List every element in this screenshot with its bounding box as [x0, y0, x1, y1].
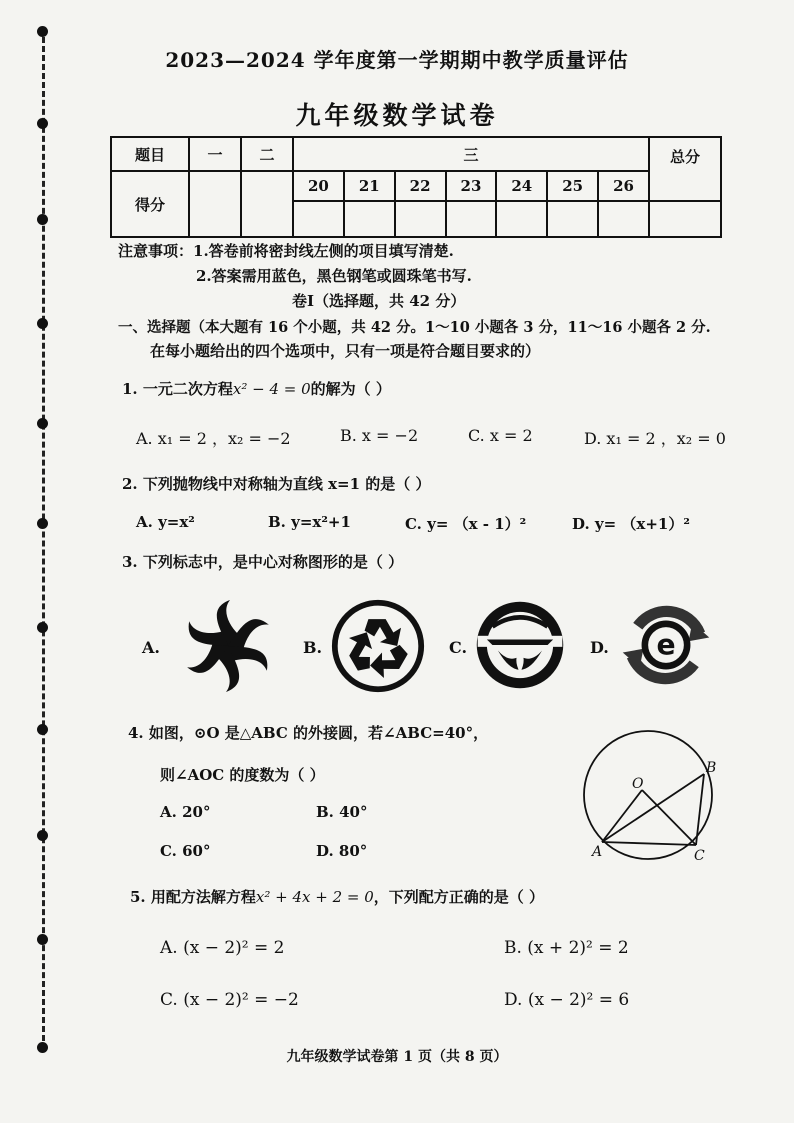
- q1-option-a[interactable]: A. x₁ = 2 ，x₂ = −2: [136, 429, 291, 448]
- q5-option-c[interactable]: C. (x − 2)² = −2: [160, 990, 299, 1010]
- label-c: C: [694, 848, 705, 864]
- q3-option-b[interactable]: B.: [303, 638, 323, 657]
- question-3-stem: 3. 下列标志中，是中心对称图形的是（ ）: [122, 553, 404, 571]
- score-header-cell: 三: [293, 137, 649, 171]
- q3-option-c[interactable]: C.: [449, 638, 468, 657]
- q1-option-c[interactable]: C. x = 2: [468, 426, 533, 445]
- score-cell[interactable]: [446, 201, 497, 237]
- q5-option-d[interactable]: D. (x − 2)² = 6: [504, 990, 630, 1010]
- binding-hole: [37, 934, 48, 945]
- label-o: O: [632, 776, 644, 792]
- question-number-cell: 20: [293, 171, 344, 201]
- q3-option-d[interactable]: D.: [590, 638, 609, 657]
- score-header-cell: 一: [189, 137, 241, 171]
- volume-title: 卷Ⅰ（选择题，共 42 分）: [292, 292, 466, 310]
- question-number-cell: 22: [395, 171, 446, 201]
- lotus-logo-icon: [474, 598, 566, 692]
- score-row-label: 得分: [111, 171, 189, 237]
- question-4-stem: 则∠AOC 的度数为（ ）: [160, 766, 325, 784]
- binding-hole: [37, 418, 48, 429]
- binding-hole: [37, 26, 48, 37]
- q1-option-d[interactable]: D. x₁ = 2 ，x₂ = 0: [584, 429, 726, 448]
- recycle-logo-icon: [330, 598, 426, 694]
- pinwheel-logo-icon: [178, 596, 278, 696]
- q5-option-a[interactable]: A. (x − 2)² = 2: [160, 938, 285, 958]
- q2-option-b[interactable]: B. y=x²+1: [268, 513, 351, 531]
- question-1-stem: 1. 一元二次方程x² − 4 = 0的解为（ ）: [122, 380, 391, 398]
- score-header-cell: 二: [241, 137, 293, 171]
- notes-item: 2.答案需用蓝色，黑色钢笔或圆珠笔书写.: [196, 267, 472, 285]
- score-table: [110, 136, 722, 238]
- score-header-cell: 题目: [111, 137, 189, 171]
- section-instructions: 一、选择题（本大题有 16 个小题，共 42 分。1～10 小题各 3 分，11～16 小题各 2 分.: [118, 319, 711, 336]
- binding-hole: [37, 622, 48, 633]
- q2-option-a[interactable]: A. y=x²: [136, 513, 195, 531]
- score-header-cell: 总分: [649, 137, 721, 201]
- score-cell[interactable]: [395, 201, 446, 237]
- score-cell[interactable]: [293, 201, 344, 237]
- binding-hole: [37, 318, 48, 329]
- binding-hole: [37, 518, 48, 529]
- binding-hole: [37, 830, 48, 841]
- question-5-stem: 5. 用配方法解方程x² + 4x + 2 = 0，下列配方正确的是（ ）: [130, 888, 545, 906]
- q1-option-b[interactable]: B. x = −2: [340, 426, 419, 445]
- binding-hole: [37, 214, 48, 225]
- label-a: A: [592, 844, 603, 860]
- circumcircle-figure: [578, 724, 728, 870]
- score-cell[interactable]: [547, 201, 598, 237]
- notes-label: 注意事项：1.答卷前将密封线左侧的项目填写清楚.: [118, 242, 454, 260]
- score-cell[interactable]: [189, 171, 241, 237]
- section-instructions: 在每小题给出的四个选项中，只有一项是符合题目要求的）: [150, 342, 541, 360]
- label-b: B: [706, 760, 717, 776]
- question-number-cell: 23: [446, 171, 497, 201]
- total-score-cell[interactable]: [649, 201, 721, 237]
- q2-option-d[interactable]: D. y= （x+1）²: [572, 515, 690, 533]
- q5-option-b[interactable]: B. (x + 2)² = 2: [504, 938, 629, 958]
- page-footer: 九年级数学试卷第 1 页（共 8 页）: [286, 1049, 508, 1065]
- question-number-cell: 24: [496, 171, 547, 201]
- exam-title: 2023—2024 学年度第一学期期中教学质量评估: [165, 48, 629, 72]
- question-number-cell: 21: [344, 171, 395, 201]
- score-cell[interactable]: [598, 201, 649, 237]
- q4-option-c[interactable]: C. 60°: [160, 842, 211, 860]
- e-arrows-logo-icon: [616, 598, 716, 692]
- question-4-stem: 4. 如图，⊙O 是△ABC 的外接圆，若∠ABC=40°，: [128, 724, 489, 742]
- question-number-cell: 26: [598, 171, 649, 201]
- question-number-cell: 25: [547, 171, 598, 201]
- binding-dashed-line: [42, 28, 45, 1050]
- svg-text:e: e: [656, 628, 676, 662]
- score-cell[interactable]: [241, 171, 293, 237]
- q4-option-d[interactable]: D. 80°: [316, 842, 368, 860]
- q3-option-a[interactable]: A.: [142, 638, 160, 657]
- q4-option-a[interactable]: A. 20°: [160, 803, 211, 821]
- q4-option-b[interactable]: B. 40°: [316, 803, 368, 821]
- binding-hole: [37, 724, 48, 735]
- exam-subtitle: 九年级数学试卷: [295, 101, 499, 130]
- q2-option-c[interactable]: C. y= （x - 1）²: [405, 515, 527, 533]
- score-cell[interactable]: [496, 201, 547, 237]
- question-2-stem: 2. 下列抛物线中对称轴为直线 x=1 的是（ ）: [122, 475, 431, 493]
- score-cell[interactable]: [344, 201, 395, 237]
